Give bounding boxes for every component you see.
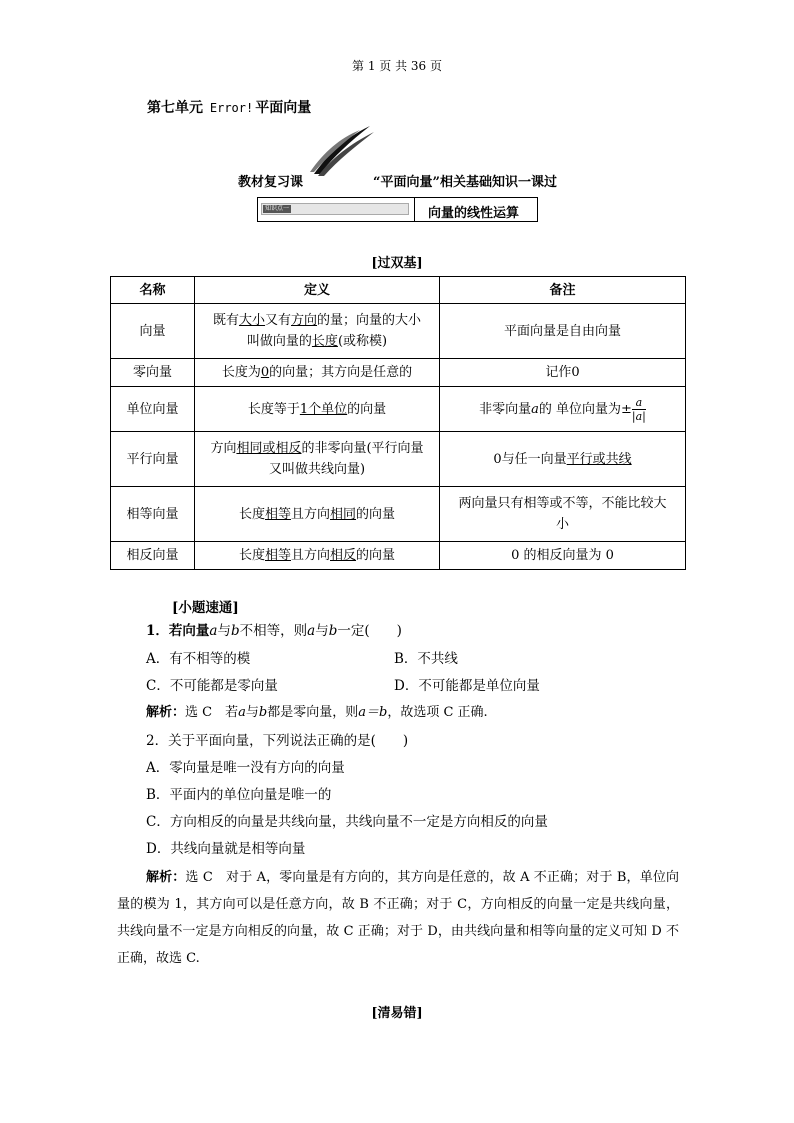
table-row — [111, 432, 686, 487]
table-header-row — [111, 277, 686, 304]
lesson-title: “平面向量”相关基础知识一课过 — [373, 175, 557, 190]
swoosh-logo-icon — [300, 124, 380, 179]
row-definition: 长度相等且方向相反的向量 — [195, 542, 440, 570]
row-name: 相反向量 — [111, 542, 195, 570]
knowledge-badge-area — [261, 203, 409, 215]
header-name: 名称 — [111, 277, 195, 304]
q1-option-a: A．有不相等的模 — [146, 651, 251, 667]
unit-title — [147, 97, 311, 117]
row-definition: 长度等于1个单位的向量 — [195, 387, 440, 432]
unit-prefix: 第七单元 — [147, 100, 203, 116]
table-row — [111, 542, 686, 570]
row-note: 两向量只有相等或不等，不能比较大 小 — [440, 487, 686, 542]
knowledge-point-box — [257, 197, 538, 222]
q1-answer: 解析：选 C 若a与b都是零向量，则a＝b，故选项 C 正确. — [146, 705, 488, 720]
row-name: 零向量 — [111, 359, 195, 387]
row-name: 相等向量 — [111, 487, 195, 542]
row-definition: 长度为0的向量；其方向是任意的 — [195, 359, 440, 387]
q2-option-a: A．零向量是唯一没有方向的向量 — [146, 760, 345, 776]
unit-error-text: Error! — [209, 101, 254, 115]
knowledge-point-title: 向量的线性运算 — [428, 206, 520, 221]
q2-option-b: B．平面内的单位向量是唯一的 — [146, 787, 332, 803]
q2-option-c: C．方向相反的向量是共线向量，共线向量不一定是方向相反的向量 — [146, 814, 548, 830]
section-quick-heading: [小题速通] — [172, 600, 239, 616]
vector-concepts-table — [110, 276, 686, 570]
row-name: 平行向量 — [111, 432, 195, 487]
q2-option-d: D．共线向量就是相等向量 — [146, 841, 306, 857]
row-note: 平面向量是自由向量 — [440, 304, 686, 359]
header-definition: 定义 — [195, 277, 440, 304]
unit-name: 平面向量 — [255, 100, 312, 116]
q2-stem: 2．关于平面向量，下列说法正确的是( ) — [146, 733, 409, 749]
box-divider — [414, 198, 415, 221]
row-note: 0与任一向量平行或共线 — [440, 432, 686, 487]
header-note: 备注 — [440, 277, 686, 304]
unit-vector-fraction: $\frac{a}{|a|}$ — [631, 395, 646, 423]
knowledge-badge: 知识点一 — [265, 205, 290, 212]
row-note: 0 的相反向量为 0 — [440, 542, 686, 570]
section-basic-heading: [过双基] — [371, 256, 423, 271]
row-definition: 方向相同或相反的非零向量(平行向量 又叫做共线向量) — [195, 432, 440, 487]
lesson-type: 教材复习课 — [238, 175, 304, 190]
page-indicator: 第 1 页 共 36 页 — [352, 59, 442, 73]
row-note: 记作0 — [440, 359, 686, 387]
table-row — [111, 487, 686, 542]
q1-option-b: B．不共线 — [394, 651, 458, 667]
row-note: 非零向量a的 单位向量为± $\frac{a}{|a|}$ — [440, 387, 686, 432]
q1-option-c: C．不可能都是零向量 — [146, 678, 278, 694]
row-name: 单位向量 — [111, 387, 195, 432]
row-definition: 既有大小又有方向的量；向量的大小 叫做向量的长度(或称模) — [195, 304, 440, 359]
section-errors-heading: [清易错] — [371, 1006, 423, 1021]
q1-option-d: D．不可能都是单位向量 — [394, 678, 540, 694]
row-definition: 长度相等且方向相同的向量 — [195, 487, 440, 542]
table-row — [111, 304, 686, 359]
q1-stem: 1．若向量a与b不相等，则a与b一定( ) — [146, 623, 402, 639]
row-name: 向量 — [111, 304, 195, 359]
table-row — [111, 387, 686, 432]
q2-answer: 解析：选 C 对于 A，零向量是有方向的，其方向是任意的，故 A 不正确；对于 B，单位向量的模为 1，其方向可以是任意方向，故 B 不正确；对于 C，方向相反的向量一定是共线向量，共线向量不一定是方向相反的向量，故 C 正确；对于 D，由共线向量和相等向量的定义可知 D 不正确，故选 C. — [117, 870, 679, 966]
table-row — [111, 359, 686, 387]
